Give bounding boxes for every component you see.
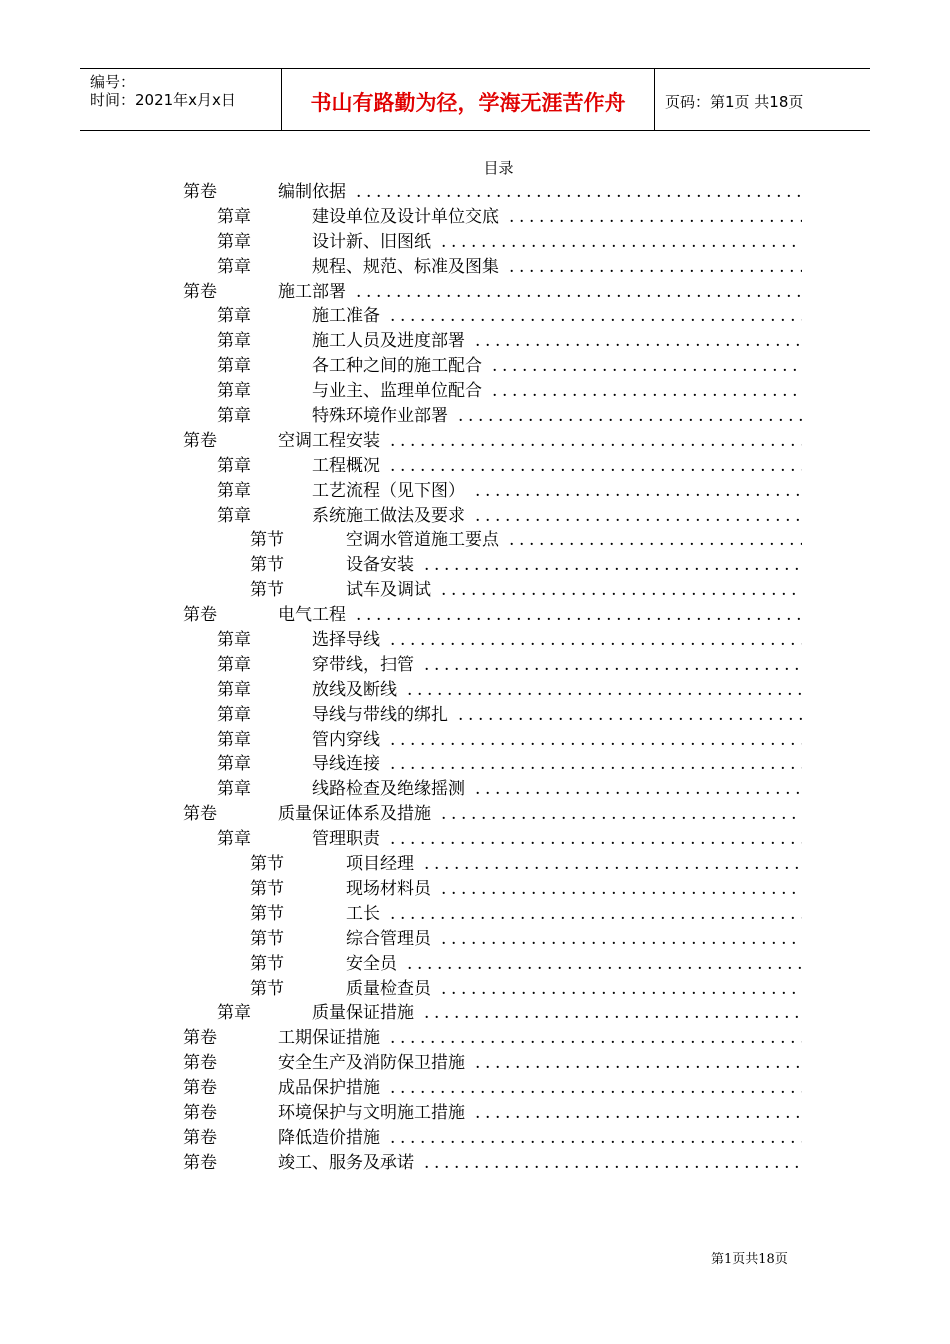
toc-entry <box>0 1151 950 1176</box>
toc-entry-label: 第节 <box>250 903 284 924</box>
toc-entry-label: 第节 <box>250 555 284 576</box>
toc-entry-label: 第章 <box>217 256 251 277</box>
toc-entry-title: 电气工程 ..... <box>278 603 802 628</box>
toc-entry <box>0 603 950 628</box>
page-header <box>80 68 870 131</box>
toc-entry-label: 第卷 <box>183 1152 217 1173</box>
toc-entry-title: 空调水管道施工要点 ..... <box>346 528 802 553</box>
toc-entry <box>0 1126 950 1151</box>
toc-entry-title: 降低造价措施 ..... <box>278 1126 802 1151</box>
toc-entry-label: 第章 <box>217 704 251 725</box>
toc-entry-title: 各工种之间的施工配合 ..... <box>312 354 802 379</box>
toc-entry-label: 第章 <box>217 654 251 675</box>
toc-entry <box>0 678 950 703</box>
document-date-label: 时间：2021年x月x日 <box>90 91 236 109</box>
toc-entry-title: 成品保护措施 ..... <box>278 1076 802 1101</box>
toc-entry-title: 现场材料员 ..... <box>346 877 802 902</box>
toc-entry <box>0 952 950 977</box>
toc-entry <box>0 230 950 255</box>
toc-entry <box>0 180 950 205</box>
toc-entry-label: 第节 <box>250 530 284 551</box>
toc-entry-label: 第章 <box>217 679 251 700</box>
toc-entry <box>0 1001 950 1026</box>
toc-entry-label: 第卷 <box>183 430 217 451</box>
toc-entry <box>0 404 950 429</box>
toc-entry-title: 穿带线，扫管 ..... <box>312 653 802 678</box>
toc-entry <box>0 354 950 379</box>
toc-entry-title: 空调工程安装 ..... <box>278 429 802 454</box>
toc-entry-label: 第章 <box>217 455 251 476</box>
toc-entry-title: 线路检查及绝缘摇测 ..... <box>312 777 802 802</box>
toc-entry <box>0 553 950 578</box>
toc-entry-title: 导线连接 ..... <box>312 752 802 777</box>
toc-entry-label: 第章 <box>217 381 251 402</box>
toc-entry-title: 工艺流程（见下图） ..... <box>312 479 802 504</box>
toc-entry-title: 管内穿线 ..... <box>312 728 802 753</box>
toc-entry <box>0 280 950 305</box>
toc-entry-label: 第卷 <box>183 804 217 825</box>
toc-entry-title: 工程概况 ..... <box>312 454 802 479</box>
toc-entry <box>0 977 950 1002</box>
toc-entry-label: 第章 <box>217 630 251 651</box>
toc-entry <box>0 205 950 230</box>
toc-entry-title: 质量保证体系及措施 ..... <box>278 802 802 827</box>
toc-entry <box>0 1051 950 1076</box>
toc-entry-label: 第章 <box>217 729 251 750</box>
toc-entry-label: 第节 <box>250 580 284 601</box>
toc-entry-label: 第卷 <box>183 281 217 302</box>
toc-entry-title: 设计新、旧图纸 ..... <box>312 230 802 255</box>
toc-entry <box>0 1101 950 1126</box>
toc-entry-title: 建设单位及设计单位交底 ..... <box>312 205 802 230</box>
toc-title: 目录 <box>483 159 514 177</box>
toc-entry-label: 第节 <box>250 978 284 999</box>
toc-entry-label: 第节 <box>250 928 284 949</box>
toc-entry-title: 导线与带线的绑扎 ..... <box>312 703 802 728</box>
toc-entry-label: 第章 <box>217 1003 251 1024</box>
toc-entry-title: 特殊环境作业部署 ..... <box>312 404 802 429</box>
toc-entry-title: 项目经理 ..... <box>346 852 802 877</box>
toc-entry <box>0 454 950 479</box>
toc-entry <box>0 1076 950 1101</box>
table-of-contents <box>0 180 950 1176</box>
toc-entry <box>0 628 950 653</box>
header-motto: 书山有路勤为径，学海无涯苦作舟 <box>282 69 655 130</box>
toc-entry <box>0 752 950 777</box>
toc-entry-label: 第卷 <box>183 182 217 202</box>
toc-entry-title: 放线及断线 ..... <box>312 678 802 703</box>
toc-entry <box>0 504 950 529</box>
header-page-number: 页码：第1页 共18页 <box>665 93 804 111</box>
page-footer: 第1页共18页 <box>711 1252 788 1267</box>
toc-entry-label: 第卷 <box>183 1078 217 1099</box>
toc-entry-title: 环境保护与文明施工措施 ..... <box>278 1101 802 1126</box>
toc-entry-label: 第卷 <box>183 1102 217 1123</box>
toc-entry-label: 第章 <box>217 480 251 501</box>
toc-entry-label: 第节 <box>250 878 284 899</box>
toc-entry-title: 竣工、服务及承诺 ..... <box>278 1151 802 1176</box>
toc-entry <box>0 927 950 952</box>
toc-entry-title: 施工准备 ..... <box>312 304 802 329</box>
toc-entry <box>0 777 950 802</box>
toc-entry-title: 安全员 ..... <box>346 952 802 977</box>
toc-entry-label: 第卷 <box>183 1053 217 1074</box>
toc-entry <box>0 329 950 354</box>
toc-entry-title: 选择导线 ..... <box>312 628 802 653</box>
header-meta <box>80 69 282 130</box>
toc-entry <box>0 877 950 902</box>
toc-entry-title: 编制依据 ..... <box>278 180 802 205</box>
toc-entry-title: 系统施工做法及要求 ..... <box>312 504 802 529</box>
document-number-label: 编号： <box>90 73 136 91</box>
toc-entry-label: 第章 <box>217 231 251 252</box>
toc-entry-title: 安全生产及消防保卫措施 ..... <box>278 1051 802 1076</box>
toc-entry <box>0 728 950 753</box>
toc-entry-label: 第节 <box>250 854 284 875</box>
toc-entry-title: 综合管理员 ..... <box>346 927 802 952</box>
toc-entry-title: 与业主、监理单位配合 ..... <box>312 379 802 404</box>
toc-entry-label: 第章 <box>217 406 251 427</box>
toc-entry-label: 第章 <box>217 829 251 850</box>
toc-entry-label: 第章 <box>217 306 251 327</box>
toc-entry-label: 第章 <box>217 206 251 227</box>
toc-entry <box>0 827 950 852</box>
toc-entry <box>0 852 950 877</box>
toc-entry <box>0 479 950 504</box>
toc-entry-label: 第章 <box>217 505 251 526</box>
toc-entry <box>0 304 950 329</box>
toc-entry-title: 施工人员及进度部署 ..... <box>312 329 802 354</box>
toc-entry-title: 施工部署 ..... <box>278 280 802 305</box>
toc-entry-title: 试车及调试 ..... <box>346 578 802 603</box>
toc-entry <box>0 578 950 603</box>
toc-entry <box>0 703 950 728</box>
toc-entry-title: 质量检查员 ..... <box>346 977 802 1002</box>
toc-entry <box>0 902 950 927</box>
toc-entry <box>0 255 950 280</box>
toc-entry-title: 管理职责 ..... <box>312 827 802 852</box>
toc-entry-label: 第卷 <box>183 605 217 626</box>
toc-entry <box>0 802 950 827</box>
toc-entry-label: 第章 <box>217 754 251 775</box>
toc-entry-label: 第章 <box>217 331 251 352</box>
toc-entry <box>0 653 950 678</box>
toc-entry-label: 第卷 <box>183 1127 217 1148</box>
toc-entry-label: 第节 <box>250 953 284 974</box>
toc-entry <box>0 429 950 454</box>
toc-entry-title: 质量保证措施 ..... <box>312 1001 802 1026</box>
toc-entry-title: 规程、规范、标准及图集 ..... <box>312 255 802 280</box>
toc-entry-title: 设备安装 ..... <box>346 553 802 578</box>
toc-entry-label: 第章 <box>217 356 251 377</box>
toc-entry-label: 第章 <box>217 779 251 800</box>
toc-entry <box>0 528 950 553</box>
toc-entry-title: 工期保证措施 ..... <box>278 1026 802 1051</box>
toc-entry-label: 第卷 <box>183 1028 217 1049</box>
toc-entry <box>0 379 950 404</box>
toc-entry <box>0 1026 950 1051</box>
toc-entry-title: 工长 ..... <box>346 902 802 927</box>
